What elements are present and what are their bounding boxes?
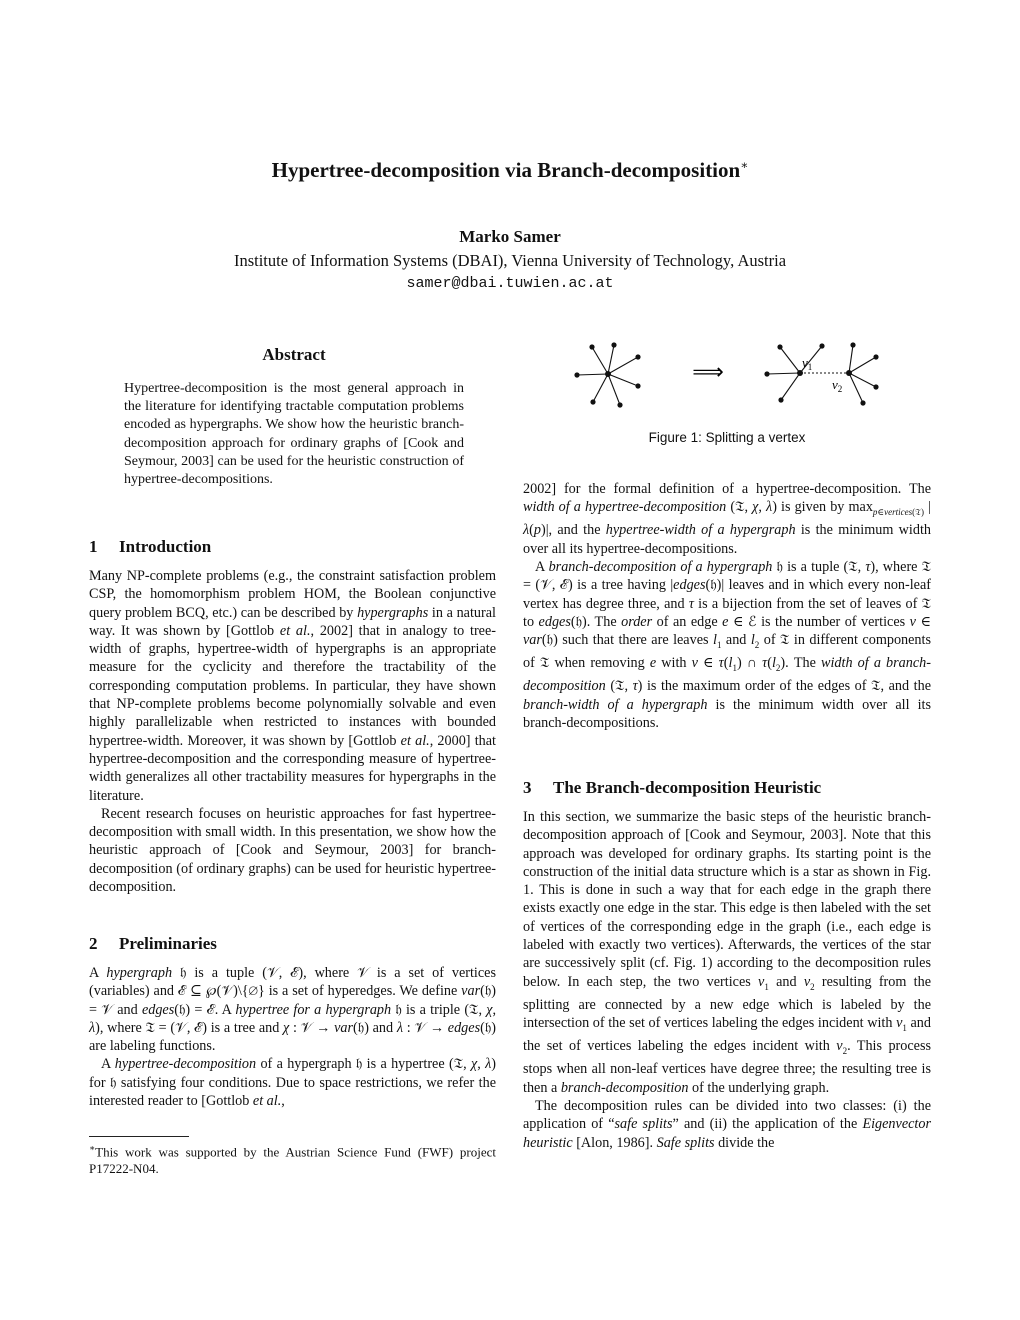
figure-1-caption: Figure 1: Splitting a vertex [648, 430, 806, 445]
abstract-heading: Abstract [262, 345, 326, 364]
implies-arrow: ⟹ [692, 360, 724, 385]
footnote-rule [89, 1136, 189, 1137]
star-graph-before [574, 342, 640, 407]
section-1-heading: 1 Introduction [89, 537, 212, 556]
footnote: ∗This work was supported by the Austrian Science Fund (FWF) project P17222-N04. [89, 1143, 496, 1177]
author-name: Marko Samer [459, 227, 561, 246]
author-affiliation: Institute of Information Systems (DBAI), Vienna University of Technology, Austria [233, 251, 787, 270]
v2-label: $v_2$ [832, 377, 843, 394]
section-3-body: In this section, we summarize the basic steps of the heuristic branch-decomposition approach of [Cook and Seymour, 2003]. Note that this approach was developed for ordinary graphs. Its starting point is the construction of the initial data structure which is a star as shown in Fig. 1. This is done in such a way that for each edge in the graph there exists exactly one edge in the star. This edge is then labeled with the set of vertices of the corresponding edge in the graph (i.e., each edge is labeled with exactly two vertices). Afterwards, the vertices of the star are successively split (cf. Fig. 1) according to the decomposition rules below. In each step, the two vertices $v_1$ and $v_2$ resulting from the splitting are connected by a new edge which is labeled by the intersection of the set of vertices labeling the edges incident with $v_1$ and the set of vertices labeling the edges incident with $v_2$. This process stops when all non-leaf vertices have degree three; the resulting tree is then a branch-decomposition of the underlying graph. The decomposition rules can be divided into two classes: (i) the application of “safe splits” and (ii) the application of the Eigenvector heuristic [Alon, 1986]. Safe splits divide the [523, 809, 932, 1151]
section-1-body: Many NP-complete problems (e.g., the constraint satisfaction problem CSP, the homomorphism problem HOM, the Boolean conjunctive query problem BCQ, etc.) can be described by hypergraphs in a natural way. It was shown by [Gottlob et al., 2002] that in analogy to tree-width of graphs, hypertree-width of hypergraphs is an appropriate measure for the cyclicity and therefore the tractability of the corresponding computation problems. In particular, they have shown that NP-complete problems become polynomially solvable and even highly parallelizable when restricted to instances with bounded hypertree-width. Moreover, it was shown by [Gottlob et al., 2000] that hypertree-decomposition and the corresponding measure of hypertree-width generalizes all other tractability measures for hypergraphs in the literature. Recent research focuses on heuristic approaches for fast hypertree-decomposition with small width. In this presentation, we show how the heuristic approach of [Cook and Seymour, 2003] for branch-decomposition (of ordinary graphs) can be used for heuristic hypertree-decomposition. [89, 568, 496, 896]
paper-title: Hypertree-decomposition via Branch-decomposition∗ [271, 158, 749, 182]
v1-label: $v_1$ [802, 355, 813, 372]
section-2-body-continued: 2002] for the formal definition of a hypertree-decomposition. The width of a hypertree-decomposition (𝔗, χ, λ) is given by $\max_{p\in vertices(𝔗)} |\lambda(p)|$, and the hypertree-width of a hypergraph is the minimum width over all its hypertree-decompositions. A branch-decomposition of a hypergraph 𝔥 is a tuple (𝔗, τ), where 𝔗 = (𝒱, ℰ) is a tree having |edges(𝔥)| leaves and in which every non-leaf vertex has degree three, and τ is a bijection from the set of leaves of 𝔗 to edges(𝔥). The order of an edge e ∈ ℰ is the number of vertices v ∈ var(𝔥) such that there are leaves $l_1$ and $l_2$ of 𝔗 in different components of 𝔗 when removing e with v ∈ $\tau(l_1)$ ∩ $\tau(l_2)$. The width of a branch-decomposition (𝔗, τ) is the maximum order of the edges of 𝔗, and the branch-width of a hypergraph is the minimum width over all its branch-decompositions. [523, 481, 931, 732]
section-2-heading: 2 Preliminaries [89, 934, 217, 953]
section-3-heading: 3 The Branch-decomposition Heuristic [523, 778, 822, 797]
abstract-text: Hypertree-decomposition is the most general approach in the literature for identifying tractable computation problems encoded as hypergraphs. We show how the heuristic branch-decomposition approach for ordinary graphs of [Cook and Seymour, 2003] can be used for the heuristic construction of hypertree-decompositions. [124, 381, 464, 488]
figure-1-splitting-vertex [560, 335, 900, 430]
section-2-body: A hypergraph 𝔥 is a tuple (𝒱, ℰ), where 𝒱 is a set of vertices (variables) and ℰ ⊆ ℘(𝒱)\{∅} is a set of hyperedges. We define var(𝔥) = 𝒱 and edges(𝔥) = ℰ. A hypertree for a hypergraph 𝔥 is a triple (𝔗, χ, λ), where 𝔗 = (𝒱, ℰ) is a tree and χ : 𝒱 → var(𝔥) and λ : 𝒱 → edges(𝔥) are labeling functions. A hypertree-decomposition of a hypergraph 𝔥 is a hypertree (𝔗, χ, λ) for 𝔥 satisfying four conditions. Due to space restrictions, we refer the interested reader to [Gottlob et al., [89, 965, 496, 1110]
split-graph-after [764, 342, 878, 405]
author-email[interactable]: samer@dbai.tuwien.ac.at [406, 275, 614, 292]
